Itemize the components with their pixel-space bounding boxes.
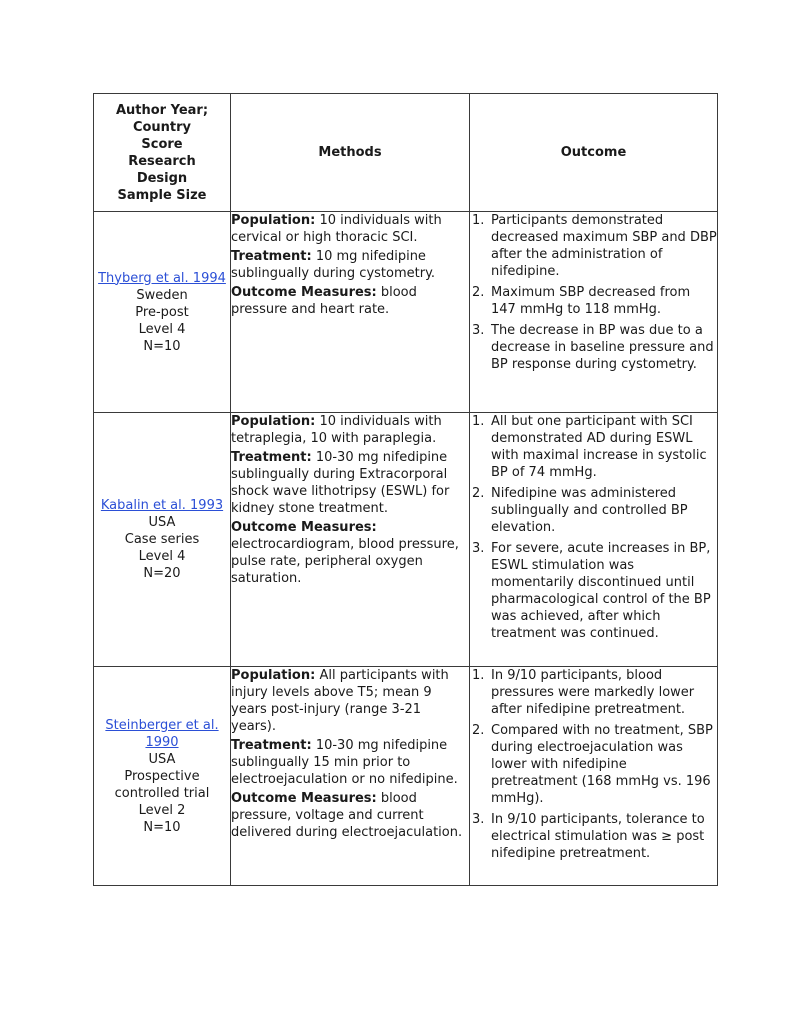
list-number: 2. (472, 723, 485, 738)
outcome-cell (470, 212, 718, 413)
methods-cell (231, 212, 470, 413)
list-text: Compared with no treatment, SBP during electroejaculation was lower with nifedipine pretreatment (168 mmHg vs. 196 mmHg). (491, 723, 713, 806)
methods-population (231, 212, 469, 246)
list-text: In 9/10 participants, tolerance to electrical stimulation was ≥ post nifedipine pretreatment. (491, 812, 705, 861)
list-number: 1. (472, 668, 485, 683)
study-sample-size: N=10 (143, 819, 181, 835)
methods-label: Treatment: (231, 450, 312, 465)
table-row (94, 212, 718, 413)
methods-cell (231, 667, 470, 886)
list-item (470, 540, 717, 642)
methods-label: Population: (231, 213, 316, 228)
author-cell (94, 667, 231, 886)
header-author-line: Research (128, 153, 196, 169)
outcome-list (470, 667, 717, 862)
list-item (470, 667, 717, 718)
list-number: 1. (472, 213, 485, 228)
list-number: 1. (472, 414, 485, 429)
list-text: For severe, acute increases in BP, ESWL stimulation was momentarily discontinued until pharmacological control of the BP was achieved, after which treatment was continued. (491, 541, 711, 641)
study-design: Case series (124, 532, 200, 547)
list-item (470, 811, 717, 862)
study-country: USA (148, 751, 176, 767)
header-author-line: Score (141, 136, 183, 152)
header-author (94, 94, 231, 212)
header-author-line: Design (136, 170, 188, 186)
list-item (470, 284, 717, 318)
study-country: Sweden (136, 287, 188, 303)
methods-text: electrocardiogram, blood pressure, pulse rate, peripheral oxygen saturation. (231, 537, 459, 586)
list-item (470, 485, 717, 536)
methods-cell (231, 413, 470, 667)
outcome-cell (470, 667, 718, 886)
methods-label: Outcome Measures: (231, 791, 377, 806)
methods-text: All participants with injury levels above T5; mean 9 years post-injury (range 3-21 years). (231, 668, 449, 734)
methods-label: Population: (231, 668, 316, 683)
outcome-list (470, 212, 717, 373)
study-design: Prospective controlled trial (114, 768, 210, 801)
methods-population (231, 413, 469, 447)
list-item (470, 722, 717, 807)
methods-text: blood pressure and heart rate. (231, 285, 417, 317)
author-cell (94, 413, 231, 667)
list-text: All but one participant with SCI demonstrated AD during ESWL with maximal increase in systolic BP of 74 mmHg. (491, 414, 707, 480)
study-sample-size: N=20 (143, 566, 181, 581)
study-link[interactable]: Steinberger et al. 1990 (105, 717, 219, 750)
list-item (470, 322, 717, 373)
list-text: Participants demonstrated decreased maximum SBP and DBP after the administration of nifedipine. (491, 213, 717, 279)
study-level: Level 2 (138, 802, 186, 818)
header-author-line: Author Year; (115, 102, 209, 118)
methods-label: Outcome Measures: (231, 285, 377, 300)
list-text: Nifedipine was administered sublingually and controlled BP elevation. (491, 486, 688, 535)
list-text: In 9/10 participants, blood pressures were markedly lower after nifedipine pretreatment. (491, 668, 695, 717)
methods-label: Treatment: (231, 738, 312, 753)
methods-treatment (231, 737, 469, 788)
methods-text: 10 mg nifedipine sublingually during cystometry. (231, 249, 436, 281)
study-level: Level 4 (138, 549, 186, 564)
study-link[interactable]: Kabalin et al. 1993 (100, 498, 224, 513)
author-cell (94, 212, 231, 413)
list-text: Maximum SBP decreased from 147 mmHg to 118 mmHg. (491, 285, 691, 317)
study-country: USA (148, 515, 176, 530)
table-row (94, 413, 718, 667)
list-item (470, 413, 717, 481)
outcome-list (470, 413, 717, 642)
evidence-table (93, 93, 718, 886)
methods-population (231, 667, 469, 735)
header-author-line: Country (132, 119, 192, 135)
study-level: Level 4 (138, 321, 186, 337)
methods-text: blood pressure, voltage and current delivered during electroejaculation. (231, 791, 463, 840)
list-number: 2. (472, 285, 485, 300)
methods-label: Outcome Measures: (231, 520, 377, 535)
list-number: 2. (472, 486, 485, 501)
study-sample-size: N=10 (143, 338, 181, 354)
list-item (470, 212, 717, 280)
methods-outcome-measures (231, 790, 469, 841)
methods-text: 10-30 mg nifedipine sublingually 15 min prior to electroejaculation or no nifedipine. (231, 738, 458, 787)
list-text: The decrease in BP was due to a decrease in baseline pressure and BP response during cystometry. (491, 323, 714, 372)
methods-text: 10-30 mg nifedipine sublingually during Extracorporal shock wave lithotripsy (ESWL) for kidney stone treatment. (231, 450, 450, 516)
list-number: 3. (472, 812, 485, 827)
methods-text: 10 individuals with tetraplegia, 10 with paraplegia. (231, 414, 442, 446)
methods-outcome-measures (231, 519, 469, 587)
table-row (94, 667, 718, 886)
list-number: 3. (472, 541, 485, 556)
header-methods: Methods (231, 94, 470, 212)
study-design: Pre-post (135, 304, 189, 320)
methods-text: 10 individuals with cervical or high thoracic SCI. (231, 213, 442, 245)
list-number: 3. (472, 323, 485, 338)
methods-label: Treatment: (231, 249, 312, 264)
header-author-line: Sample Size (117, 187, 207, 203)
methods-outcome-measures (231, 284, 469, 318)
header-outcome: Outcome (470, 94, 718, 212)
methods-treatment (231, 449, 469, 517)
methods-treatment (231, 248, 469, 282)
outcome-cell (470, 413, 718, 667)
study-link[interactable]: Thyberg et al. 1994 (98, 270, 226, 286)
header-row (94, 94, 718, 212)
methods-label: Population: (231, 414, 316, 429)
